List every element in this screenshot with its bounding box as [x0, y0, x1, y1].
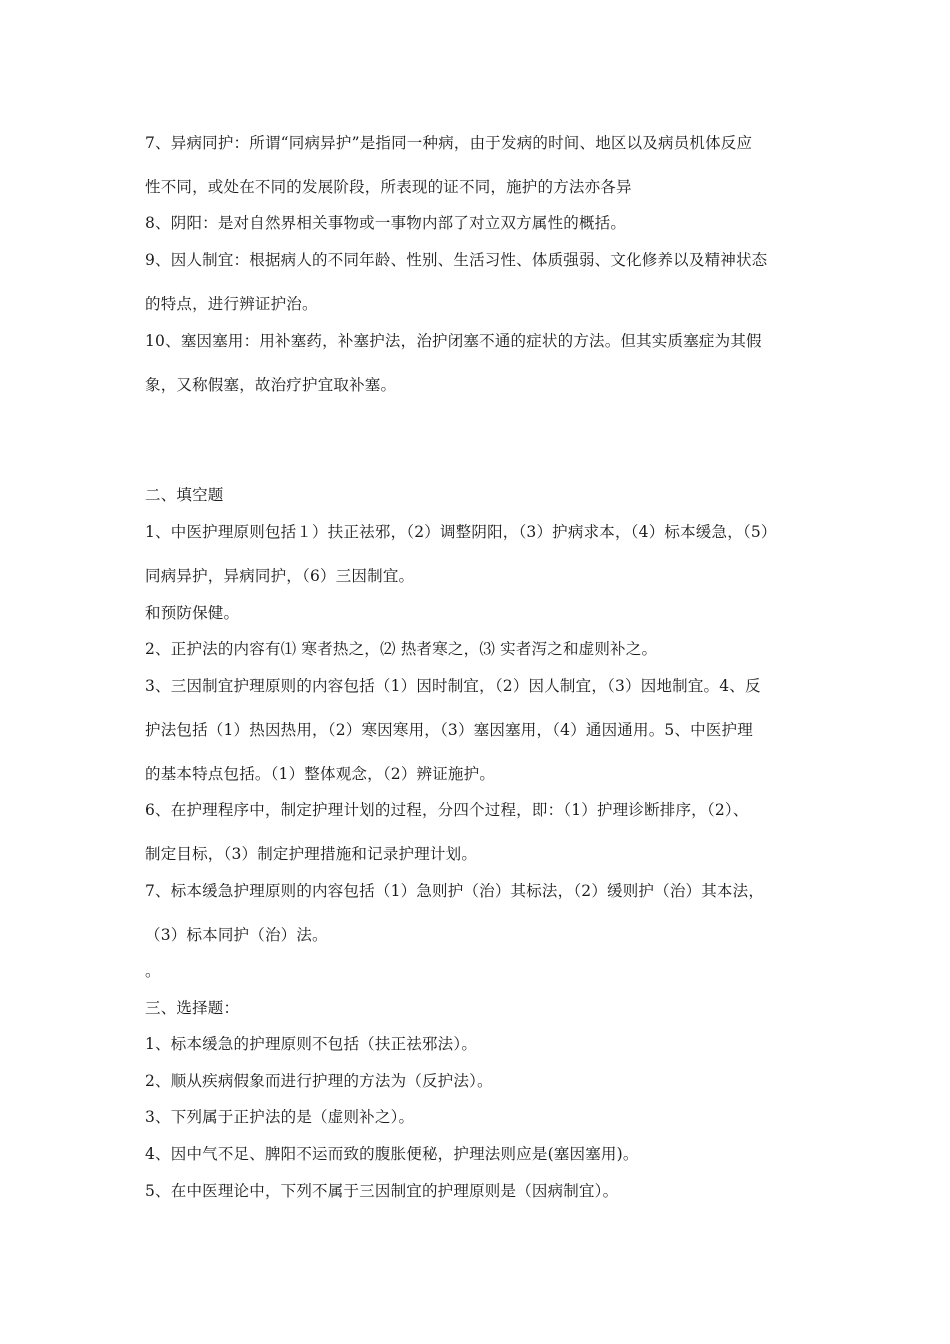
text-line: 7、标本缓急护理原则的内容包括（1）急则护（治）其标法，（2）缓则护（治）其本法， — [145, 882, 765, 900]
text-line: 7、异病同护：所谓“同病异护”是指同一种病，由于发病的时间、地区以及病员机体反应 — [145, 134, 753, 152]
text-line: 的特点，进行辨证护治。 — [145, 295, 318, 313]
text-line: 8、阴阳：是对自然界相关事物或一事物内部了对立双方属性的概括。 — [145, 214, 627, 232]
text-line: 制定目标，（3）制定护理措施和记录护理计划。 — [145, 845, 478, 863]
text-line: 4、因中气不足、脾阳不运而致的腹胀便秘，护理法则应是(塞因塞用)。 — [145, 1145, 639, 1163]
text-line: 性不同，或处在不同的发展阶段，所表现的证不同，施护的方法亦各异 — [145, 178, 632, 196]
text-line: 。 — [145, 962, 161, 980]
text-line: 2、正护法的内容有⑴ 寒者热之，⑵ 热者寒之，⑶ 实者泻之和虚则补之。 — [145, 640, 658, 658]
text-line: 3、下列属于正护法的是（虚则补之）。 — [145, 1108, 415, 1126]
section-heading: 二、填空题 — [145, 486, 224, 504]
text-line: 同病异护，异病同护，（6）三因制宜。 — [145, 567, 415, 585]
section-heading: 三、选择题： — [145, 999, 240, 1017]
text-line: 6、在护理程序中，制定护理计划的过程，分四个过程，即：（1）护理诊断排序，（2）、 — [145, 801, 749, 819]
text-line: 5、在中医理论中，下列不属于三因制宜的护理原则是（因病制宜）。 — [145, 1182, 619, 1200]
text-line: （3）标本同护（治）法。 — [145, 926, 328, 944]
text-line: 和预防保健。 — [145, 604, 240, 622]
text-line: 1、中医护理原则包括１）扶正祛邪，（2）调整阴阳，（3）护病求本，（4）标本缓急，（5） — [145, 523, 777, 541]
text-line: 1、标本缓急的护理原则不包括（扶正祛邪法）。 — [145, 1035, 478, 1053]
text-line: 3、三因制宜护理原则的内容包括（1）因时制宜，（2）因人制宜，（3）因地制宜。4、反 — [145, 677, 761, 695]
text-line: 象，又称假塞，故治疗护宜取补塞。 — [145, 376, 397, 394]
text-line: 9、因人制宜：根据病人的不同年龄、性别、生活习性、体质强弱、文化修养以及精神状态 — [145, 251, 768, 269]
text-line: 的基本特点包括。（1）整体观念，（2）辨证施护。 — [145, 765, 496, 783]
text-line: 护法包括（1）热因热用，（2）寒因寒用，（3）塞因塞用，（4）通因通用。5、中医护理 — [145, 721, 753, 739]
text-line: 2、顺从疾病假象而进行护理的方法为（反护法）。 — [145, 1072, 493, 1090]
text-line: 10、塞因塞用：用补塞药，补塞护法，治护闭塞不通的症状的方法。但其实质塞症为其假 — [145, 332, 762, 350]
